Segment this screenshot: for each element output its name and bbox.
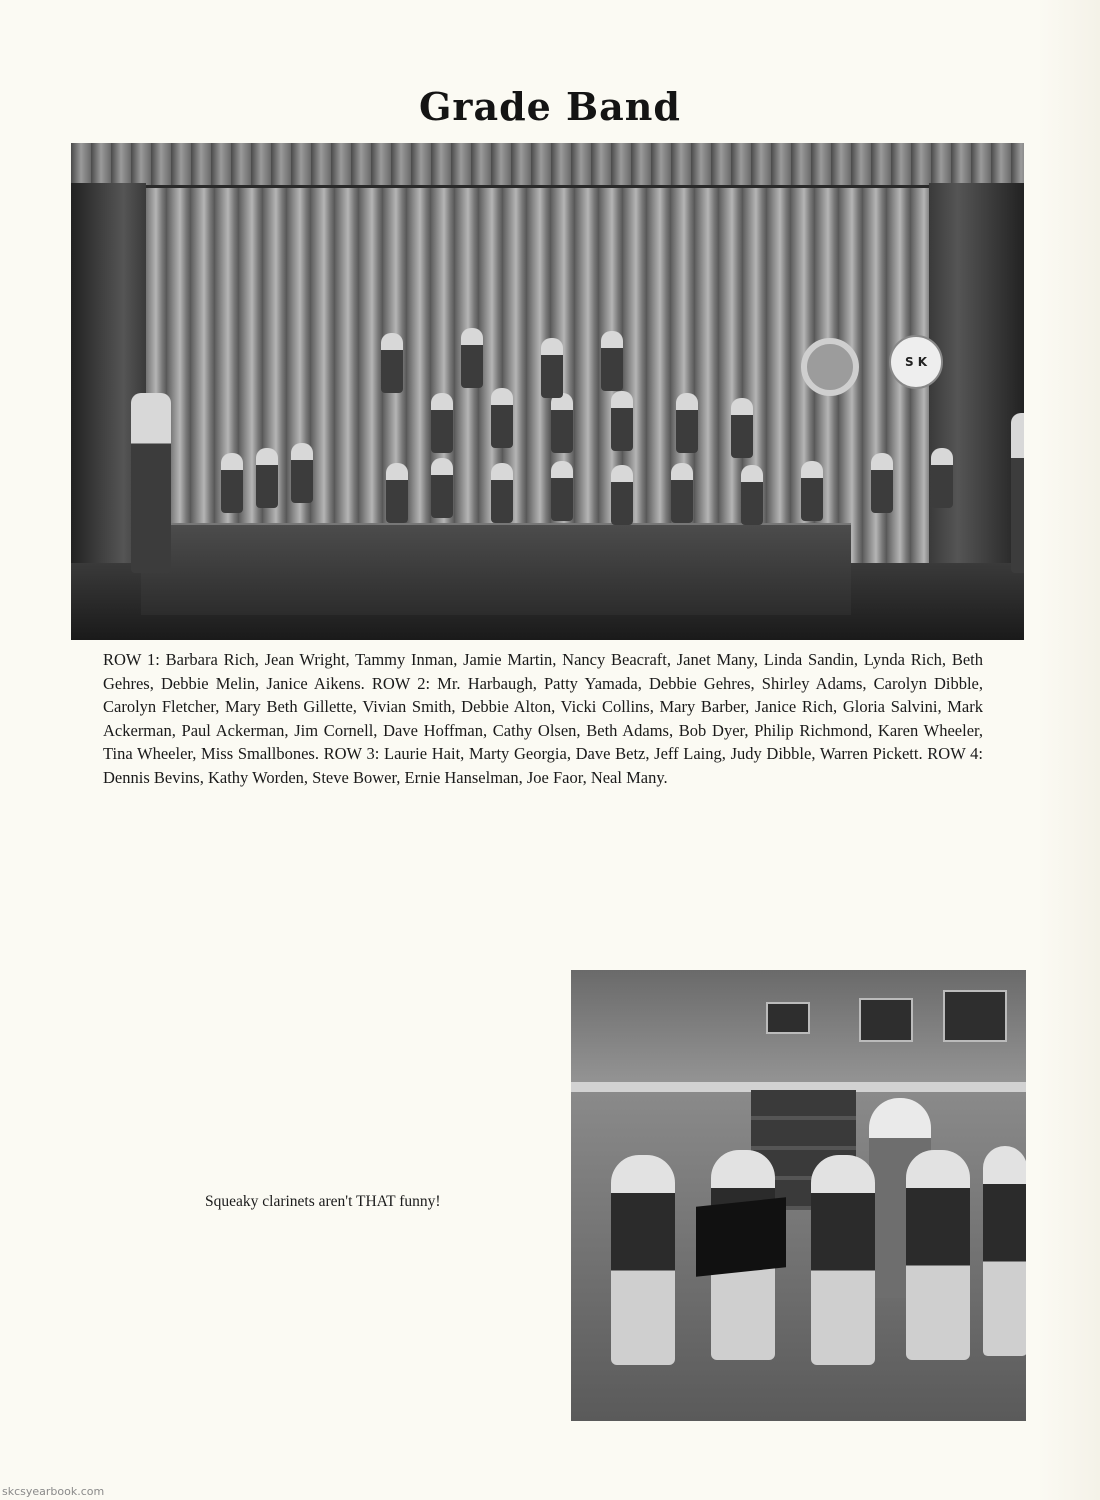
band-member [551, 393, 573, 453]
band-member [431, 393, 453, 453]
wall-poster [943, 990, 1007, 1042]
band-member [871, 453, 893, 513]
music-stand [696, 1197, 786, 1276]
band-member [731, 398, 753, 458]
band-member [801, 461, 823, 521]
band-member [611, 465, 633, 525]
band-member [676, 393, 698, 453]
band-member [741, 465, 763, 525]
curtain-valance [71, 143, 1024, 188]
clarinet-student [983, 1146, 1026, 1356]
wall-poster [859, 998, 913, 1042]
band-member [491, 463, 513, 523]
band-member [931, 448, 953, 508]
band-member [551, 461, 573, 521]
band-member [491, 388, 513, 448]
band-member [381, 333, 403, 393]
watermark: skcsyearbook.com [2, 1485, 105, 1498]
band-roster-caption: ROW 1: Barbara Rich, Jean Wright, Tammy Inman, Jamie Martin, Nancy Beacraft, Janet Many, Linda Sandin, Lynda Rich, Beth Gehres, Debbie Melin, Janice Aikens. ROW 2: Mr. Harbaugh, Patty Yamada, Debbie Gehres, Shirley Adams, Carolyn Dibble, Carolyn Fletcher, Mary Beth Gillette, Vivian Smith, Debbie Alton, Vicki Collins, Mary Barber, Janice Rich, Gloria Salvini, Mark Ackerman, Paul Ackerman, Jim Cornell, Dave Hoffman, Cathy Olsen, Beth Adams, Bob Dyer, Philip Richmond, Karen Wheeler, Tina Wheeler, Miss Smallbones. ROW 3: Laurie Hait, Marty Georgia, Dave Betz, Jeff Laing, Judy Dibble, Warren Pickett. ROW 4: Dennis Bevins, Kathy Worden, Steve Bower, Ernie Hanselman, Joe Faor, Neal Many. [103, 650, 983, 787]
classroom-photo-caption: Squeaky clarinets aren't THAT funny! [205, 1193, 441, 1210]
clarinet-student [611, 1155, 675, 1365]
band-director [131, 393, 171, 573]
band-teacher [1011, 413, 1024, 573]
band-member [461, 328, 483, 388]
sousaphone [801, 338, 859, 396]
band-member [256, 448, 278, 508]
band-member [221, 453, 243, 513]
clarinet-student [811, 1155, 875, 1365]
band-member [601, 331, 623, 391]
clarinet-student [906, 1150, 970, 1360]
clarinet-class-photo [571, 970, 1026, 1421]
band-member [386, 463, 408, 523]
band-member [541, 338, 563, 398]
band-member [431, 458, 453, 518]
band-member [611, 391, 633, 451]
bass-drum: S K [889, 335, 943, 389]
wall-poster [766, 1002, 810, 1034]
grade-band-photo [71, 143, 1024, 640]
page-title: Grade Band [418, 84, 681, 129]
band-member [291, 443, 313, 503]
band-member [671, 463, 693, 523]
page-edge [1038, 0, 1100, 1500]
